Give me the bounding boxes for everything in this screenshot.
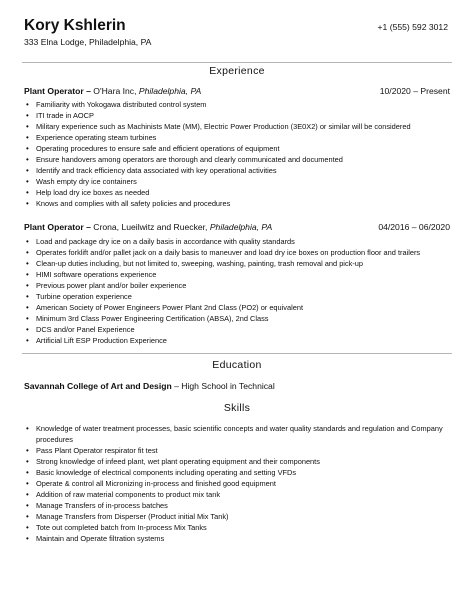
- education-degree: – High School in Technical: [171, 381, 275, 391]
- job-1-dates: 10/2020 – Present: [379, 86, 450, 96]
- list-item: • Help load dry ice boxes as needed: [24, 187, 449, 198]
- list-item: • ITI trade in AOCP: [24, 110, 449, 121]
- list-item: • Turbine operation experience: [24, 291, 449, 302]
- list-item: • Operates forklift and/or pallet jack on a daily basis to maneuver and load dry ice boxes on production floor and trailers: [24, 247, 449, 258]
- job-1-company: O'Hara Inc,: [93, 86, 139, 96]
- list-item: • Tote out completed batch from In-process Mix Tanks: [24, 522, 449, 533]
- education-entry: [24, 381, 275, 391]
- list-item: • Strong knowledge of infeed plant, wet plant operating equipment and their components: [24, 456, 449, 467]
- list-item: • Load and package dry ice on a daily basis in accordance with quality standards: [24, 236, 449, 247]
- list-item: • Military experience such as Machinists Mate (MM), Electric Power Production (3E0X2) or similar will be considered: [24, 121, 449, 132]
- list-item: • Clean-up duties including, but not limited to, sweeping, washing, painting, trash removal and pick-up: [24, 258, 449, 269]
- skills-bullet-list: [24, 423, 449, 544]
- candidate-phone: +1 (555) 592 3012: [377, 22, 448, 32]
- list-item: • Familiarity with Yokogawa distributed control system: [24, 99, 449, 110]
- list-item: • Operating procedures to ensure safe and efficient operations of equipment: [24, 143, 449, 154]
- list-item: • Manage Transfers from Disperser (Product initial Mix Tank): [24, 511, 449, 522]
- education-school: Savannah College of Art and Design: [24, 381, 172, 391]
- job-2-company: Crona, Lueilwitz and Ruecker,: [93, 222, 210, 232]
- list-item: • Operate & control all Micronizing in-process and finished good equipment: [24, 478, 449, 489]
- education-heading: Education: [212, 359, 262, 371]
- list-item: • Experience operating steam turbines: [24, 132, 449, 143]
- job-1-location: Philadelphia, PA: [138, 86, 202, 96]
- skills-heading: Skills: [223, 402, 251, 414]
- job-2-dates: 04/2016 – 06/2020: [378, 222, 450, 232]
- list-item: • HIMI software operations experience: [24, 269, 449, 280]
- list-item: • Maintain and Operate filtration systems: [24, 533, 449, 544]
- job-1-heading: [24, 86, 201, 96]
- job-2-bullet-list: [24, 236, 449, 346]
- experience-heading: Experience: [209, 65, 265, 77]
- list-item: • Basic knowledge of electrical components including operating and setting VFDs: [24, 467, 449, 478]
- list-item: • Pass Plant Operator respirator fit test: [24, 445, 449, 456]
- list-item: • Manage Transfers of in-process batches: [24, 500, 449, 511]
- list-item: • Wash empty dry ice containers: [24, 176, 449, 187]
- list-item: • DCS and/or Panel Experience: [24, 324, 449, 335]
- list-item: • Previous power plant and/or boiler experience: [24, 280, 449, 291]
- job-1-dash: –: [83, 86, 94, 96]
- job-1-title: Plant Operator: [24, 86, 84, 96]
- list-item: • Addition of raw material components to product mix tank: [24, 489, 449, 500]
- job-1-bullet-list: [24, 99, 449, 209]
- header-divider: [22, 62, 452, 63]
- list-item: • Identify and track efficiency data associated with key operational activities: [24, 165, 449, 176]
- candidate-name: Kory Kshlerin: [24, 17, 126, 34]
- candidate-address: 333 Elna Lodge, Philadelphia, PA: [24, 37, 152, 47]
- experience-divider: [22, 353, 452, 354]
- job-2-location: Philadelphia, PA: [209, 222, 273, 232]
- job-2-dash: –: [83, 222, 94, 232]
- list-item: • American Society of Power Engineers Power Plant 2nd Class (PO2) or equivalent: [24, 302, 449, 313]
- job-2-heading: [24, 222, 272, 232]
- list-item: • Knows and complies with all safety policies and procedures: [24, 198, 449, 209]
- list-item: • Artificial Lift ESP Production Experience: [24, 335, 449, 346]
- list-item: • Ensure handovers among operators are thorough and clearly communicated and documented: [24, 154, 449, 165]
- list-item: • Knowledge of water treatment processes, basic scientific concepts and water quality standards and regulation and Company procedures: [24, 423, 449, 445]
- list-item: • Minimum 3rd Class Power Engineering Certification (ABSA), 2nd Class: [24, 313, 449, 324]
- job-2-title: Plant Operator: [24, 222, 84, 232]
